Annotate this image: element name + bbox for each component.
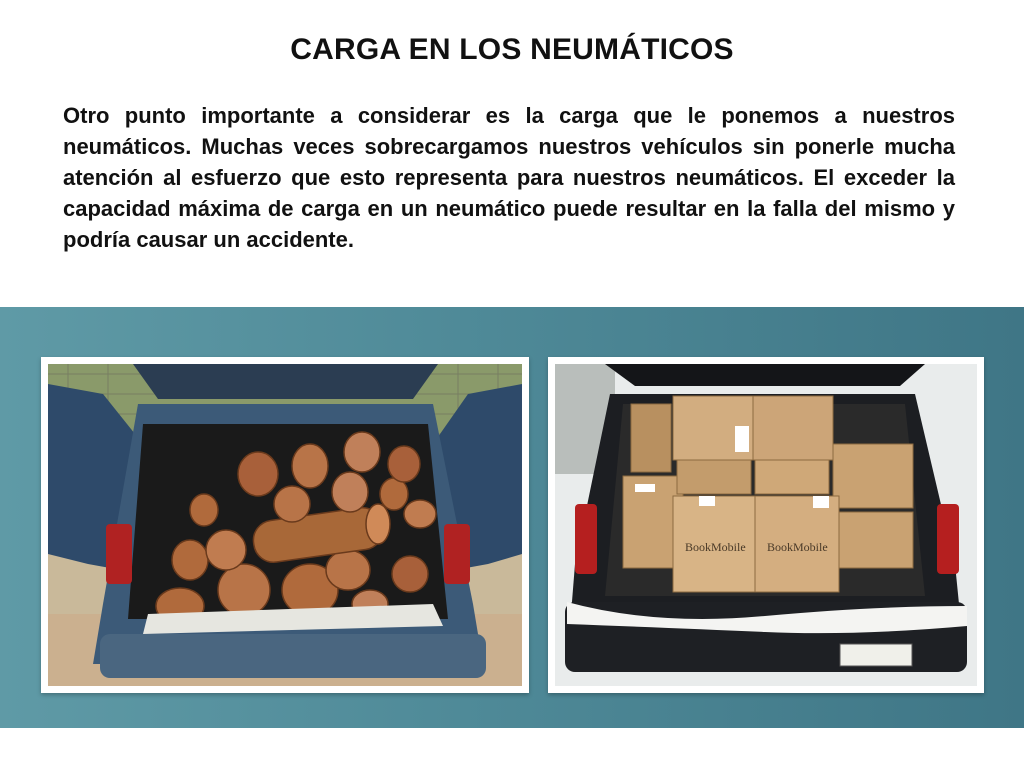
photo-car-with-logs [48,364,522,686]
svg-text:BookMobile: BookMobile [685,540,746,554]
photo-frame-logs [41,357,529,693]
photo-car-with-boxes [555,364,977,686]
slide-title: CARGA EN LOS NEUMÁTICOS [290,33,734,66]
svg-text:BookMobile: BookMobile [767,540,828,554]
photo-frame-boxes [548,357,984,693]
slide-body-text: Otro punto importante a considerar es la carga que le ponemos a nuestros neumáticos. Muchas veces sobrecargamos nuestros vehículos sin ponerle mucha atención al esfuerzo que esto representa para nuestros neumáticos. El exceder la capacidad máxima de carga en un neumático puede resultar en la falla del mismo y podría causar un accidente. [63,103,955,252]
